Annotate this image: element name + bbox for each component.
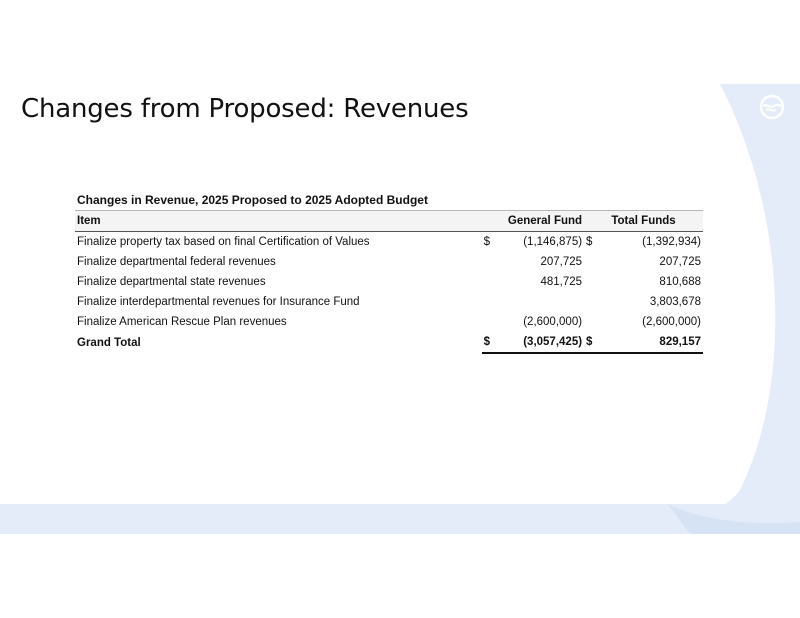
- table-row: [75, 232, 703, 253]
- row-gf-currency: $: [483, 236, 490, 248]
- grand-total-gf-currency: $: [482, 332, 494, 353]
- row-total-funds: 207,725: [659, 256, 701, 268]
- table-row: [75, 272, 703, 292]
- row-total-funds: 3,803,678: [649, 296, 701, 308]
- row-general-fund: 207,725: [540, 256, 583, 268]
- grand-total-total-funds: 829,157: [596, 332, 703, 353]
- row-tf-currency: [584, 272, 596, 292]
- grand-total-label: Grand Total: [77, 336, 141, 349]
- row-item: Finalize property tax based on final Certification of Values: [77, 236, 370, 248]
- row-item: Finalize departmental state revenues: [77, 276, 266, 288]
- table-row: [75, 252, 703, 272]
- page-title: Changes from Proposed: Revenues: [21, 94, 469, 124]
- row-total-funds: (1,392,934): [642, 236, 701, 248]
- row-total-funds: 810,688: [659, 276, 701, 288]
- row-item: Finalize departmental federal revenues: [77, 256, 276, 268]
- row-item: Finalize interdepartmental revenues for Insurance Fund: [77, 296, 360, 308]
- grand-total-tf-currency: $: [584, 332, 596, 353]
- row-gf-currency: [482, 312, 494, 332]
- row-tf-currency: [584, 292, 596, 312]
- row-general-fund: [494, 292, 584, 312]
- header-item: Item: [75, 211, 482, 232]
- row-tf-currency: [584, 252, 596, 272]
- row-total-funds: (2,600,000): [642, 316, 701, 328]
- grand-total-row: [75, 332, 703, 353]
- grand-total-general-fund: (3,057,425): [494, 332, 584, 353]
- table-row: [75, 292, 703, 312]
- row-general-fund: (2,600,000): [523, 316, 583, 328]
- row-general-fund: (1,146,875): [523, 236, 583, 248]
- row-gf-currency: [482, 292, 494, 312]
- row-general-fund: 481,725: [540, 276, 583, 288]
- header-total-funds: Total Funds: [584, 211, 703, 232]
- revenue-changes-table: [75, 210, 703, 354]
- header-general-fund: General Fund: [482, 211, 584, 232]
- row-tf-currency: [584, 312, 596, 332]
- row-gf-currency: [482, 252, 494, 272]
- water-wave-logo-icon: [758, 94, 786, 120]
- table-row: [75, 312, 703, 332]
- table-header-row: [75, 211, 703, 232]
- table-title: Changes in Revenue, 2025 Proposed to 2025 Adopted Budget: [77, 193, 428, 207]
- row-tf-currency: $: [586, 236, 593, 248]
- row-item: Finalize American Rescue Plan revenues: [77, 316, 287, 328]
- row-gf-currency: [482, 272, 494, 292]
